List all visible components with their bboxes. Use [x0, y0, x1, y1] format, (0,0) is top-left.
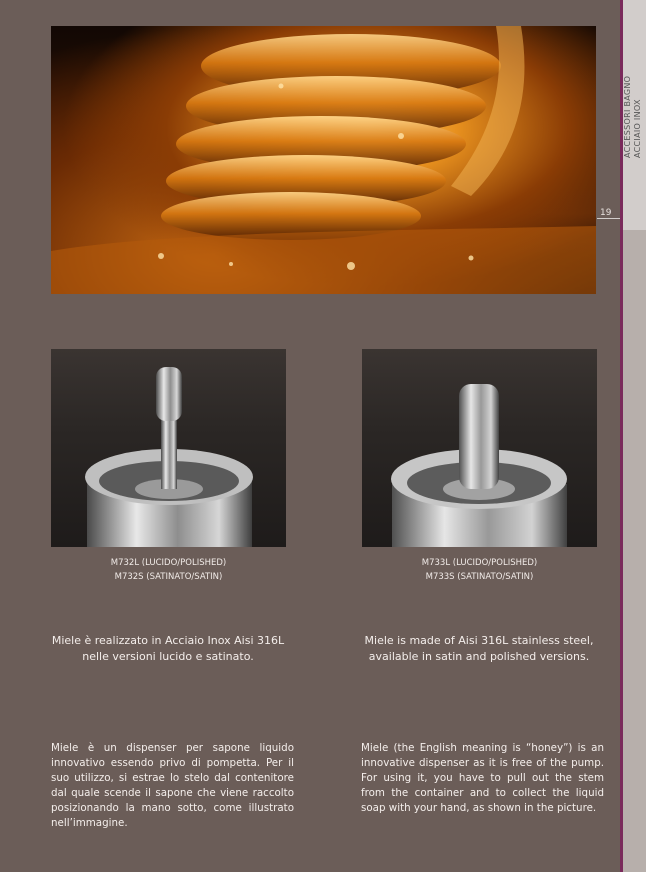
caption-line: M733L (LUCIDO/POLISHED)	[421, 558, 538, 568]
lead-line: Miele è realizzato in Acciaio Inox Aisi 316L	[51, 634, 285, 647]
section-label-line2: ACCIAIO INOX	[633, 99, 642, 158]
italian-description: Miele è un dispenser per sapone liquido innovativo essendo privo di pompetta. Per il suo utilizzo, si estrae lo stelo dal contenitore dal quale scende il sapone che viene raccolto posizionando la mano sotto, come illustrato nell’immagine.	[51, 742, 294, 829]
dispenser-m732-illustration	[51, 349, 286, 547]
lead-line: available in satin and polished versions.	[368, 650, 590, 663]
lead-line: nelle versioni lucido e satinato.	[82, 650, 254, 663]
page-number-rule	[597, 218, 620, 219]
page-number: 19	[600, 208, 612, 218]
section-label	[615, 40, 646, 160]
product-caption-m733	[362, 556, 597, 584]
italian-lead	[38, 633, 298, 665]
caption-line: M733S (SATINATO/SATIN)	[425, 572, 534, 582]
dispenser-m733-illustration	[362, 349, 597, 547]
caption-line: M732S (SATINATO/SATIN)	[114, 572, 223, 582]
english-description: Miele (the English meaning is “honey”) is an innovative dispenser as it is free of the pump. For using it, you have to pull out the stem from the container and to collect the liquid soap with your hand, as shown in the picture.	[361, 742, 604, 814]
caption-line: M732L (LUCIDO/POLISHED)	[110, 558, 227, 568]
product-image-m732	[51, 349, 286, 547]
product-image-m733	[362, 349, 597, 547]
product-caption-m732	[51, 556, 286, 584]
section-label-line1: ACCESSORI BAGNO	[623, 75, 632, 158]
lead-line: Miele is made of Aisi 316L stainless steel,	[364, 634, 594, 647]
honey-dipper-illustration	[51, 26, 596, 294]
english-lead	[349, 633, 609, 665]
honey-hero-image	[51, 26, 596, 294]
